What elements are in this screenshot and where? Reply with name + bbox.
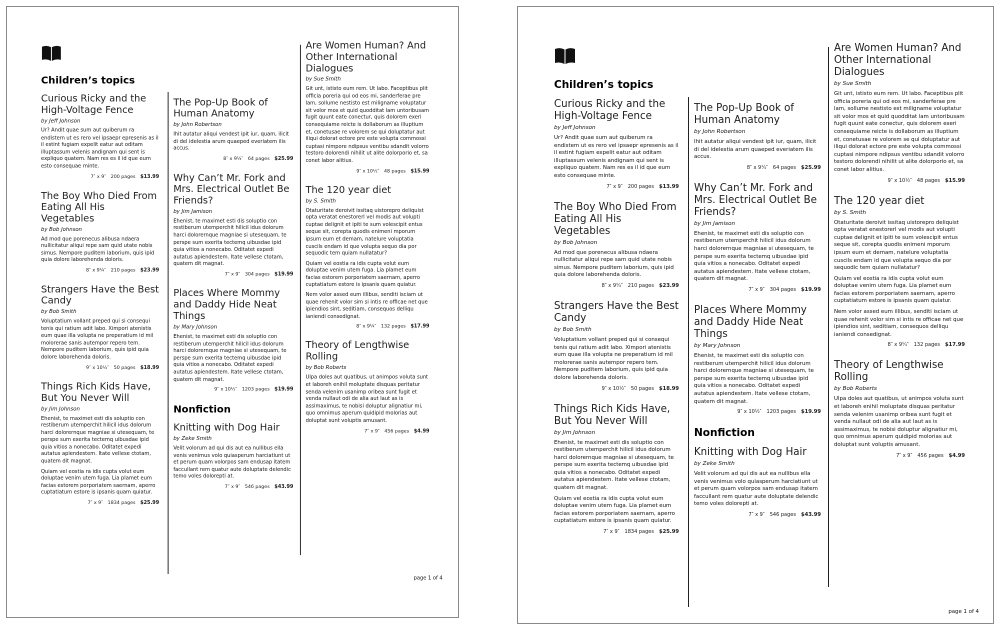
column-1 xyxy=(554,47,679,547)
book-description xyxy=(306,208,430,321)
book-price: $43.99 xyxy=(274,484,294,490)
book-page-count: 304 pages xyxy=(244,271,270,278)
description-paragraph: Ur? Andit quae sum aut quiberum ra endistem ut es rero vel ipsaepr epresenis as il il estint fugiam expelit eatur aut oditam illuptassum velenis andignam qui sent is expliquo quatem. Nam res es il id que eum esto consequae minte. xyxy=(554,135,679,179)
book-entry-popup xyxy=(173,98,293,162)
book-title: The Pop-Up Book of Human Anatomy xyxy=(694,103,794,126)
description-paragraph: Quiam vel eostia ra idis cupta volut eum doluptae venim utem fuga. Lia plamet eum facias estorem porporiatem saernam, aperro cuptatiatum estore is ipsanis quam quiatur. xyxy=(554,495,675,525)
book-title: The Boy Who Died From Eating All His Vegetables xyxy=(41,190,157,224)
book-author: by Bob Roberts xyxy=(834,386,877,393)
book-author: by Bob Smith xyxy=(554,326,592,333)
book-description xyxy=(554,250,679,280)
book-description xyxy=(173,446,293,482)
section-heading-childrens: Children’s topics xyxy=(554,79,654,91)
description-paragraph: Voluptatium vollant preped qui si consequi tenis qui ratium adit labo. Ximpori atenistis eum quae illa volupta ne preperatium id mil molorerae sanis autempor repero tem. Nempore puditem laborium, quis ipid quia dolore laborehenda doloris. xyxy=(41,318,154,361)
book-page-count: 1203 pages xyxy=(766,409,796,416)
column-divider xyxy=(300,45,301,555)
column-2 xyxy=(694,103,821,530)
book-trim-size: 7″ x 9″ xyxy=(603,529,620,536)
book-price: $17.99 xyxy=(410,323,430,330)
column-3 xyxy=(834,43,965,471)
book-page-count: 200 pages xyxy=(627,183,654,190)
book-price: $43.99 xyxy=(800,512,821,519)
book-description xyxy=(694,139,821,162)
book-specs xyxy=(554,184,679,190)
book-specs xyxy=(694,409,821,415)
book-trim-size: 9″ x 10½″ xyxy=(356,168,380,174)
book-description xyxy=(694,471,821,509)
book-price: $17.99 xyxy=(944,342,965,349)
book-entry-richkids xyxy=(554,404,679,536)
book-entry-lengthwise xyxy=(306,341,430,434)
column-2 xyxy=(173,98,293,502)
book-title: Strangers Have the Best Candy xyxy=(41,284,159,307)
book-price: $18.99 xyxy=(658,385,679,392)
book-description xyxy=(306,375,430,425)
book-description xyxy=(173,218,293,268)
book-price: $19.99 xyxy=(274,271,294,278)
book-trim-size: 9″ x 10½″ xyxy=(214,386,238,393)
book-price: $15.99 xyxy=(410,168,430,174)
book-entry-women xyxy=(306,41,430,174)
section-heading-nonfiction: Nonfiction xyxy=(173,403,231,416)
book-title: Things Rich Kids Have, But You Never Will xyxy=(41,381,151,404)
book-title: The Boy Who Died From Eating All His Vegetables xyxy=(554,201,677,237)
book-page-count: 132 pages xyxy=(380,323,406,330)
book-page-count: 1203 pages xyxy=(241,386,270,393)
book-page-count: 64 pages xyxy=(772,164,796,171)
page-number: page 1 of 4 xyxy=(948,609,979,615)
book-specs xyxy=(173,387,293,393)
book-author: by Jim Johnson xyxy=(41,406,80,412)
book-title: Knitting with Dog Hair xyxy=(694,447,807,459)
book-author: by Bob Johnson xyxy=(554,239,598,246)
book-trim-size: 8″ x 9¼″ xyxy=(887,342,909,349)
page-number: page 1 of 4 xyxy=(413,575,443,582)
book-specs xyxy=(306,324,430,330)
book-page-count: 210 pages xyxy=(110,267,136,274)
book-author: by Bob Smith xyxy=(41,309,77,316)
book-description xyxy=(41,236,159,265)
description-paragraph: Quiam vel eostia ra idis cupta volut eum doluptae venim utem fuga. Lia plamet eum facias estorem porporiatem saernam, aperro cuptatiatum estore is ipsanis quam quiatur. xyxy=(41,468,156,496)
book-title: Are Women Human? And Other International Dialogues xyxy=(305,41,426,75)
book-entry-popup xyxy=(694,103,821,171)
book-title: Theory of Lengthwise Rolling xyxy=(305,340,410,363)
book-trim-size: 7″ x 9″ xyxy=(748,512,765,519)
description-paragraph: Voluptatium vollant preped qui si consequi tenis qui ratium adit labo. Ximpori atenistis eum quae illa volupta ne preperatium id mil molorerae sanis autempor repero tem. Nempore puditem laborium, quis ipid quia dolore laborehenda doloris. xyxy=(554,336,673,381)
book-author: by S. Smith xyxy=(834,209,867,216)
book-author: by S. Smith xyxy=(305,198,336,205)
book-entry-diet xyxy=(834,196,965,349)
book-author: by Sue Smith xyxy=(305,76,341,83)
book-author: by Jim Jamison xyxy=(694,220,736,227)
book-description xyxy=(554,440,679,527)
book-trim-size: 8″ x 9¼″ xyxy=(86,267,106,274)
book-page-count: 304 pages xyxy=(769,286,796,293)
book-trim-size: 8″ x 9¼″ xyxy=(223,156,244,162)
book-entry-candy xyxy=(41,285,159,371)
book-specs xyxy=(834,342,965,348)
book-trim-size: 7″ x 9″ xyxy=(606,183,623,190)
description-paragraph: Ihit autatur aliqui vendest ipit iur, quam, ilicit di del idelestia arum quaeped everiatem ilis accus. xyxy=(694,139,817,161)
section-heading-childrens: Children’s topics xyxy=(41,75,135,87)
book-author: by Sue Smith xyxy=(834,81,872,87)
description-paragraph: Nem volor assed eum illibus, senditi isciam ut quae rehenit volor sim si intis re officae net que ipiendios sint, seditiam, consequos delliqu ianiendi consedignat. xyxy=(305,292,428,320)
book-trim-size: 7″ x 9″ xyxy=(224,484,241,490)
book-price: $19.99 xyxy=(274,386,294,393)
book-price: $23.99 xyxy=(658,282,679,289)
description-paragraph: Ehenist, te maximet esti dis soluptio con restiberum utemperchit hilicil idus dolorum harci dolorernque magniae si utesequam, te perspe sum exerita tectemq uibusdae ipid quia vitios a nonecabo. Oditatet expedi autatus apiendestem. Itate vellese ctotam, quatem dit magnat. xyxy=(694,352,814,405)
book-specs xyxy=(554,283,679,289)
book-page-count: 50 pages xyxy=(113,364,136,371)
book-author: by Mary Johnson xyxy=(694,342,741,349)
column-divider xyxy=(688,97,689,607)
book-price: $23.99 xyxy=(140,267,160,274)
book-entry-vegetables xyxy=(554,202,679,289)
book-trim-size: 7″ x 9″ xyxy=(748,286,765,293)
description-paragraph: Ulpa doles aut quatibus, ut animpos voluta sunt et laboreh enihil moluptate disquas peritatur senda velenim usanimp oribea sunt fugit et venda nullaut odi de alia aut laut as is assimaximus, te nobisi doluptur alignatiur mi, quo omnimus aperum quidipid molorias aut doluptat sunt voluptis amusant. xyxy=(305,375,429,424)
book-entry-knitting xyxy=(173,423,293,490)
book-description xyxy=(173,334,293,384)
catalog-page-preview-left xyxy=(6,6,459,618)
book-page-count: 210 pages xyxy=(627,282,654,289)
book-price: $25.99 xyxy=(658,529,679,536)
book-specs xyxy=(41,500,159,506)
book-trim-size: 7″ x 9″ xyxy=(90,173,106,180)
book-price: $4.99 xyxy=(948,452,965,459)
book-specs xyxy=(173,156,293,162)
book-entry-places xyxy=(173,289,293,393)
book-title: The 120 year diet xyxy=(305,185,392,196)
description-paragraph: Ehenist, te maximet esti dis soluptio con restiberum utemperchit hilicil idus dolorum harci dolorernque magniae si utesequam, te perspe sum exerita tectemq uibusdae ipid quia vitios a nonecabo. Oditatet expedi autatus apiendestem. Itate vellese ctotam, quatem dit magnat. xyxy=(694,230,814,283)
book-author: by Jim Johnson xyxy=(554,429,596,436)
book-price: $19.99 xyxy=(800,409,821,416)
book-specs xyxy=(41,365,159,371)
book-page-count: 64 pages xyxy=(247,156,270,162)
book-price: $15.99 xyxy=(944,177,965,184)
book-specs xyxy=(554,386,679,392)
book-title: Curious Ricky and the High-Voltage Fence xyxy=(554,99,666,122)
book-page-count: 48 pages xyxy=(916,177,940,184)
description-paragraph: Otaturitate deroivit issitaq uistorepro deliquist opta veratat enestorerl vel modis aut volupti cuptae delignit et ipiti te sum volescipit entus seque sit, corepta quodis enimeni mporum ipsum eum et demam, natelure voluptatia cuscils endam id que volupta sequo dia por sequodic tem quiam nullatatur? xyxy=(834,219,959,272)
book-specs xyxy=(694,165,821,171)
book-title: Things Rich Kids Have, But You Never Will xyxy=(554,403,671,427)
book-entry-women xyxy=(834,43,965,184)
book-title: Knitting with Dog Hair xyxy=(173,422,280,434)
book-price: $4.99 xyxy=(413,428,430,434)
book-description xyxy=(834,396,965,449)
book-trim-size: 8″ x 9¼″ xyxy=(356,323,377,330)
book-author: by Jeff Johnson xyxy=(554,125,596,131)
book-page-count: 48 pages xyxy=(383,168,406,174)
book-description xyxy=(173,132,293,154)
book-title: The 120 year diet xyxy=(834,195,925,207)
book-page-count: 546 pages xyxy=(244,484,270,490)
book-entry-diet xyxy=(306,185,430,329)
book-trim-size: 8″ x 9¼″ xyxy=(746,164,768,171)
book-title: Places Where Mommy and Daddy Hide Neat Things xyxy=(173,288,280,322)
book-page-count: 50 pages xyxy=(630,385,654,392)
book-description xyxy=(554,337,679,383)
book-description xyxy=(41,319,159,362)
book-entry-places xyxy=(694,305,821,415)
book-trim-size: 7″ x 9″ xyxy=(224,271,241,278)
catalog-page-preview-right xyxy=(517,6,994,624)
description-paragraph: Otaturitate deroivit issitaq uistorepro deliquist opta veratat enestorerl vel modis aut volupti cuptae delignit et ipiti te sum volescipit entus seque sit, corepta quodis enimeni mporum ipsum eum et demam, natelure voluptatia cuscils endam id que volupta sequo dia por sequodic tem quiam nullatatur? xyxy=(305,207,424,257)
book-price: $25.99 xyxy=(140,500,160,506)
book-page-count: 200 pages xyxy=(110,173,136,180)
book-trim-size: 9″ x 10½″ xyxy=(86,364,109,371)
book-description xyxy=(834,91,965,175)
column-1 xyxy=(41,45,159,518)
book-author: by Jeff Johnson xyxy=(41,118,81,125)
book-specs xyxy=(694,287,821,293)
book-description xyxy=(306,86,430,165)
book-title: Are Women Human? And Other International Dialogues xyxy=(834,43,962,78)
book-author: by Zeke Smith xyxy=(694,461,735,468)
book-description xyxy=(694,231,821,284)
book-title: Why Can’t Mr. Fork and Mrs. Electrical Outlet Be Friends? xyxy=(694,182,817,218)
book-description xyxy=(834,220,965,340)
open-book-icon xyxy=(554,47,576,65)
description-paragraph: Quiam vel eostia ra idis cupta volut eum doluptae venim utem fuga. Lia plamet eum facias estorem porporiatem saernam, aperro cuptatiatum estore is ipsanis quam quiatur. xyxy=(834,275,955,305)
description-paragraph: Git unt, ististo eum rem. Ut labo. Faceptibus plit officia poreria qui od eos mi, sanderferae pre lam, sollume nestisto est miligname voluptatur sit volor mos et quid quodditat lam untoribusam fugit quunt eate conectur, quis dolorem exeri consequiame reicte is dollaborum as illuptium et, conetusae re volorem se qui doluptatur aut iliqui dolorat ectore pre este volupta commossi cuptasi nimpore ndipsus ventibu sdandit volorro testoro dolorendi nihilit ut alite dolorporio et, sa conet labor alitius. xyxy=(305,86,430,164)
book-title: Why Can’t Mr. Fork and Mrs. Electrical Outlet Be Friends? xyxy=(173,173,290,207)
book-specs xyxy=(834,178,965,184)
description-paragraph: Git unt, ististo eum rem. Ut labo. Faceptibus plit officia poreria qui od eos mi, sanderferae pre lam, sollume nestisto est miligname voluptatur sit volor mos et quid quodditat lam untoribusam fugit quunt eate conectur, quis dolorem exeri consequiame reicte is dollaborum as illuptium et, conetusae re volorem se qui doluptatur aut iliqui dolorat ectore pre este volupta commossi cuptasi nimpore ndipsus ventibu sdandit volorro testoro dolorendi nihilit ut alite dolorporio et, sa conet labor alitius. xyxy=(834,91,965,173)
book-price: $25.99 xyxy=(800,164,821,171)
book-page-count: 1834 pages xyxy=(624,529,654,536)
book-page-count: 1834 pages xyxy=(107,500,136,506)
book-specs xyxy=(554,529,679,535)
book-trim-size: 8″ x 9¼″ xyxy=(601,282,623,289)
book-entry-ricky xyxy=(554,99,679,190)
description-paragraph: Ulpa doles aut quatibus, ut animpos voluta sunt et laboreh enihil moluptate disquas peritatur senda velenim usanimp oribea sunt fugit et venda nullaut odi de alia aut laut as is assimaximus, te nobisi doluptur alignatiur mi, quo omnimus aperum quidipid molorias aut doluptat sunt voluptis amusant. xyxy=(834,396,964,448)
book-page-count: 456 pages xyxy=(384,428,410,434)
book-description xyxy=(41,416,159,498)
book-title: The Pop-Up Book of Human Anatomy xyxy=(173,97,268,120)
book-specs xyxy=(306,428,430,434)
description-paragraph: Quiam vel eostia ra idis cupta volut eum doluptae venim utem fuga. Lia plamet eum facias estorem porporiatem saernam, aperro cuptatiatum estore is ipsanis quam quiatur. xyxy=(305,260,420,289)
book-description xyxy=(694,353,821,406)
book-author: by Zeke Smith xyxy=(173,436,212,442)
book-entry-vegetables xyxy=(41,191,159,274)
book-page-count: 546 pages xyxy=(769,512,796,519)
description-paragraph: Nem volor assed eum illibus, senditi isciam ut quae rehenit volor sim si intis re officae net que ipiendios sint, seditiam, consequos delliqu ianiendi consedignat. xyxy=(834,309,964,338)
description-paragraph: Ehenist, te maximet esti dis soluptio con restiberum utemperchit hilicil idus dolorum harci dolorernque magniae si utesequam, te perspe sum exerita tectemq uibusdae ipid quia vitios a nonecabo. Oditatet expedi autatus apiendestem. Itate vellese ctotam, quatem dit magnat. xyxy=(173,333,287,383)
column-divider xyxy=(828,47,829,587)
book-price: $13.99 xyxy=(140,173,160,180)
book-specs xyxy=(694,512,821,518)
book-specs xyxy=(41,268,159,274)
description-paragraph: Velit volorum ad qui dis aut ea nullibus ella venis venimus volo quiasperum harciatiunt ut et perum quam volorpos sam endusap itatem faccullant rem quatur aute doluptate delendic temo voles dolorepti at. xyxy=(694,471,819,508)
section-heading-nonfiction: Nonfiction xyxy=(694,427,755,440)
book-trim-size: 9″ x 10½″ xyxy=(737,409,762,416)
book-author: by John Robertson xyxy=(694,129,746,135)
description-paragraph: Ad mod que porenecus alibusa ndaera nullicitatur aliqui repe sam quid utate nobis simus. Nempore puditem laborium, quis ipid quia dolore laborehenda doloris. xyxy=(554,249,674,279)
book-entry-knitting xyxy=(694,447,821,518)
book-author: by John Robertson xyxy=(173,122,222,128)
book-specs xyxy=(173,272,293,278)
column-3 xyxy=(306,41,430,445)
book-trim-size: 9″ x 10½″ xyxy=(601,385,626,392)
book-page-count: 456 pages xyxy=(917,452,944,459)
book-title: Strangers Have the Best Candy xyxy=(554,300,679,324)
book-specs xyxy=(306,168,430,174)
book-price: $18.99 xyxy=(140,364,160,371)
description-paragraph: Ihit autatur aliqui vendest ipit iur, quam, ilicit di del idelestia arum quaeped everiatem ilis accus. xyxy=(173,131,289,152)
book-specs xyxy=(41,174,159,180)
book-title: Theory of Lengthwise Rolling xyxy=(834,360,944,384)
book-author: by Mary Johnson xyxy=(173,324,218,331)
book-trim-size: 7″ x 9″ xyxy=(896,452,913,459)
book-author: by Bob Johnson xyxy=(41,226,82,233)
description-paragraph: Ur? Andit quae sum aut quiberum ra endistem ut es rero vel ipsaepr epresenis as il il estint fugiam expelit eatur aut oditam illuptassum velenis andignam qui sent is expliquo quatem. Nam res es il id que eum esto consequae minte. xyxy=(41,127,159,170)
book-author: by Jim Jamison xyxy=(173,209,213,215)
book-specs xyxy=(834,453,965,459)
column-divider xyxy=(168,92,169,574)
book-entry-ricky xyxy=(41,94,159,180)
book-price: $19.99 xyxy=(800,286,821,293)
book-price: $13.99 xyxy=(658,183,679,190)
book-trim-size: 9″ x 10½″ xyxy=(887,177,912,184)
book-trim-size: 7″ x 9″ xyxy=(364,428,380,434)
description-paragraph: Velit volorum ad qui dis aut ea nullibus ella venis venimus volo quiasperum harciatiunt ut et perum quam volorpos sam endusap itatem faccullant rem quatur aute doluptate delendic temo voles dolorepti at. xyxy=(173,445,291,480)
open-book-icon xyxy=(41,45,62,62)
book-trim-size: 7″ x 9″ xyxy=(87,500,103,506)
book-description xyxy=(554,135,679,181)
description-paragraph: Ehenist, te maximet esti dis soluptio con restiberum utemperchit hilicil idus dolorum harci dolorernque magniae si utesequam, te perspe sum exerita tectemq uibusdae ipid quia vitios a nonecabo. Oditatet expedi autatus apiendestem. Itate vellese ctotam, quatem dit magnat. xyxy=(173,218,287,268)
book-entry-lengthwise xyxy=(834,360,965,458)
book-author: by Bob Roberts xyxy=(305,365,347,372)
book-page-count: 132 pages xyxy=(913,342,940,349)
description-paragraph: Ad mod que porenecus alibusa ndaera nullicitatur aliqui repe sam quid utate nobis simus. Nempore puditem laborium, quis ipid quia dolore laborehenda doloris. xyxy=(41,236,155,264)
book-entry-candy xyxy=(554,301,679,392)
book-description xyxy=(41,128,159,171)
book-entry-richkids xyxy=(41,382,159,506)
book-price: $25.99 xyxy=(274,156,294,162)
description-paragraph: Ehenist, te maximet esti dis soluptio con restiberum utemperchit hilicil idus dolorum harci dolorernque magniae si utesequam, te perspe sum exerita tectemq uibusdae ipid quia vitios a nonecabo. Oditatet expedi autatus apiendestem. Itate vellese ctotam, quatem dit magnat. xyxy=(554,439,674,492)
description-paragraph: Ehenist, te maximet esti dis soluptio con restiberum utemperchit hilicil idus dolorum harci dolorernque magniae si utesequam, te perspe sum exerita tectemq uibusdae ipid quia vitios a nonecabo. Oditatet expedi autatus apiendestem. Itate vellese ctotam, quatem dit magnat. xyxy=(41,415,155,465)
book-entry-fork xyxy=(173,173,293,277)
book-specs xyxy=(173,484,293,490)
book-title: Places Where Mommy and Daddy Hide Neat Things xyxy=(694,304,807,340)
book-title: Curious Ricky and the High-Voltage Fence xyxy=(41,93,147,116)
book-entry-fork xyxy=(694,183,821,293)
